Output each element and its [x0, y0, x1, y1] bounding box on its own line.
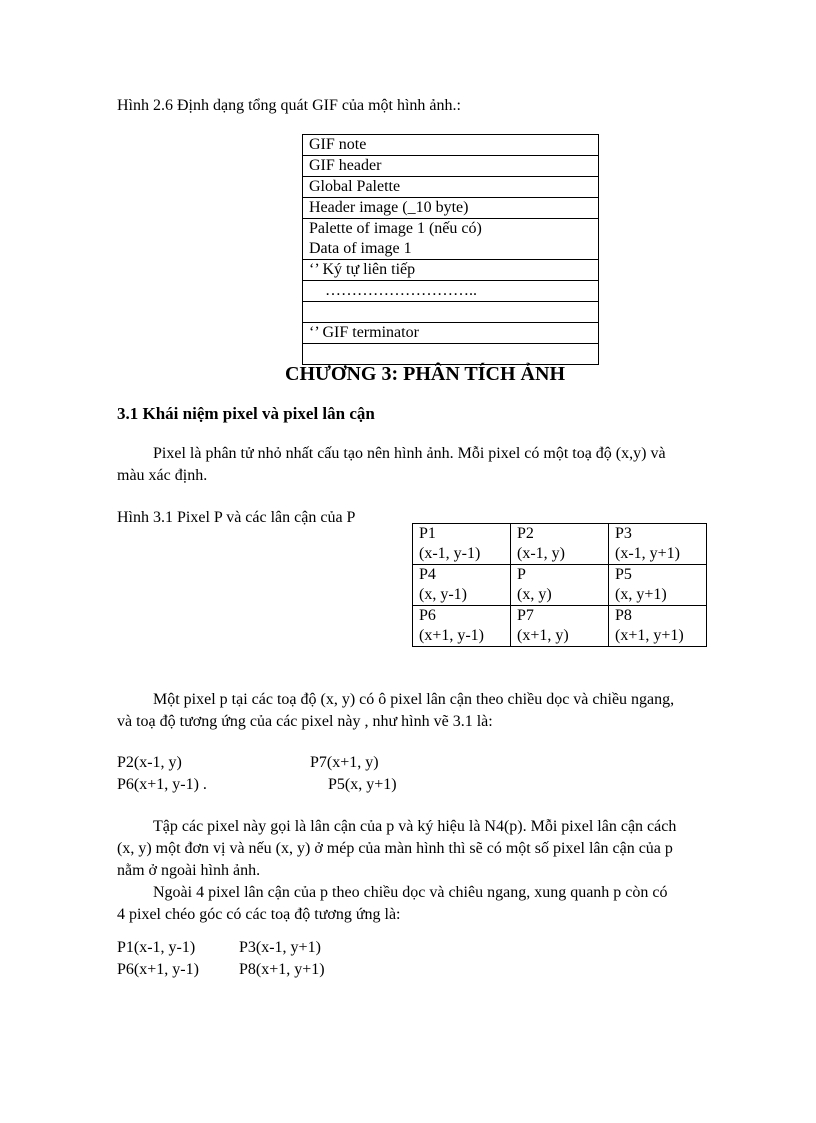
table-row	[303, 156, 599, 177]
table-row	[303, 177, 599, 198]
paragraph-line: và toạ độ tương ứng của các pixel này , như hình vẽ 3.1 là:	[117, 713, 493, 730]
table-row	[303, 260, 599, 281]
coord-item: P1(x-1, y-1)	[117, 939, 196, 956]
table-row	[413, 565, 707, 606]
table-cell: Palette of image 1 (nếu có)	[303, 219, 599, 240]
coord-item: P5(x, y+1)	[328, 776, 397, 793]
cell-coord: (x, y)	[517, 586, 552, 603]
cell-coord: (x+1, y-1)	[419, 627, 485, 644]
pixel-neighbors-table	[412, 523, 707, 647]
table-cell: ‘’ Ký tự liên tiếp	[303, 260, 599, 281]
paragraph-line: nằm ở ngoài hình ảnh.	[117, 862, 261, 879]
table-cell	[413, 565, 511, 606]
paragraph-line: Pixel là phân tử nhỏ nhất cấu tạo nên hình ảnh. Mỗi pixel có một toạ độ (x,y) và	[153, 445, 666, 462]
table-cell	[511, 565, 609, 606]
cell-coord: (x+1, y+1)	[615, 627, 684, 644]
paragraph-line: Một pixel p tại các toạ độ (x, y) có ô pixel lân cận theo chiều dọc và chiều ngang,	[153, 691, 675, 708]
table-row	[413, 524, 707, 565]
table-row	[303, 219, 599, 240]
table-cell: GIF header	[303, 156, 599, 177]
cell-coord: (x, y+1)	[615, 586, 667, 603]
table-row	[413, 606, 707, 647]
coord-item: P6(x+1, y-1)	[117, 961, 199, 978]
coord-item: P2(x-1, y)	[117, 754, 182, 771]
cell-coord: (x-1, y)	[517, 545, 565, 562]
cell-name: P	[517, 566, 526, 583]
cell-coord: (x+1, y)	[517, 627, 569, 644]
paragraph-line: 4 pixel chéo góc có các toạ độ tương ứng là:	[117, 906, 401, 923]
coord-item: P8(x+1, y+1)	[239, 961, 325, 978]
coord-item: P7(x+1, y)	[310, 754, 379, 771]
paragraph-line: Tập các pixel này gọi là lân cận của p và ký hiệu là N4(p). Mỗi pixel lân cận cách	[153, 818, 677, 835]
section-heading: 3.1 Khái niệm pixel và pixel lân cận	[117, 404, 375, 423]
table-cell: Header image (_10 byte)	[303, 198, 599, 219]
table-cell	[609, 606, 707, 647]
table-cell: ‘’ GIF terminator	[303, 323, 599, 344]
cell-coord: (x-1, y-1)	[419, 545, 481, 562]
cell-name: P6	[419, 607, 436, 624]
paragraph-line: màu xác định.	[117, 467, 208, 484]
coord-item: P3(x-1, y+1)	[239, 939, 321, 956]
table-row	[303, 198, 599, 219]
table-cell	[303, 302, 599, 323]
table-cell: Data of image 1	[303, 239, 599, 260]
cell-name: P5	[615, 566, 632, 583]
cell-name: P7	[517, 607, 534, 624]
figure-2-6-caption: Hình 2.6 Định dạng tổng quát GIF của một hình ảnh.:	[117, 97, 461, 114]
table-cell	[511, 524, 609, 565]
cell-name: P4	[419, 566, 436, 583]
table-cell	[511, 606, 609, 647]
table-row	[303, 135, 599, 156]
paragraph-line: Ngoài 4 pixel lân cận của p theo chiều dọc và chiêu ngang, xung quanh p còn có	[153, 884, 668, 901]
table-row	[303, 323, 599, 344]
table-cell	[413, 606, 511, 647]
paragraph-line: (x, y) một đơn vị và nếu (x, y) ở mép của màn hình thì sẽ có một số pixel lân cận của p	[117, 840, 673, 857]
table-row	[303, 344, 599, 365]
table-cell	[609, 565, 707, 606]
table-cell: Global Palette	[303, 177, 599, 198]
coord-item: P6(x+1, y-1) .	[117, 776, 207, 793]
table-cell: GIF note	[303, 135, 599, 156]
table-row	[303, 281, 599, 302]
cell-name: P3	[615, 525, 632, 542]
cell-coord: (x-1, y+1)	[615, 545, 681, 562]
cell-coord: (x, y-1)	[419, 586, 467, 603]
table-cell	[413, 524, 511, 565]
table-cell	[303, 344, 599, 365]
cell-name: P1	[419, 525, 436, 542]
chapter-title: CHƯƠNG 3: PHÂN TÍCH ẢNH	[285, 363, 565, 385]
gif-format-table	[302, 134, 599, 365]
table-cell: ………………………..	[303, 281, 599, 302]
table-cell	[609, 524, 707, 565]
table-row	[303, 239, 599, 260]
cell-name: P8	[615, 607, 632, 624]
cell-name: P2	[517, 525, 534, 542]
figure-3-1-caption: Hình 3.1 Pixel P và các lân cận của P	[117, 509, 356, 526]
table-row	[303, 302, 599, 323]
